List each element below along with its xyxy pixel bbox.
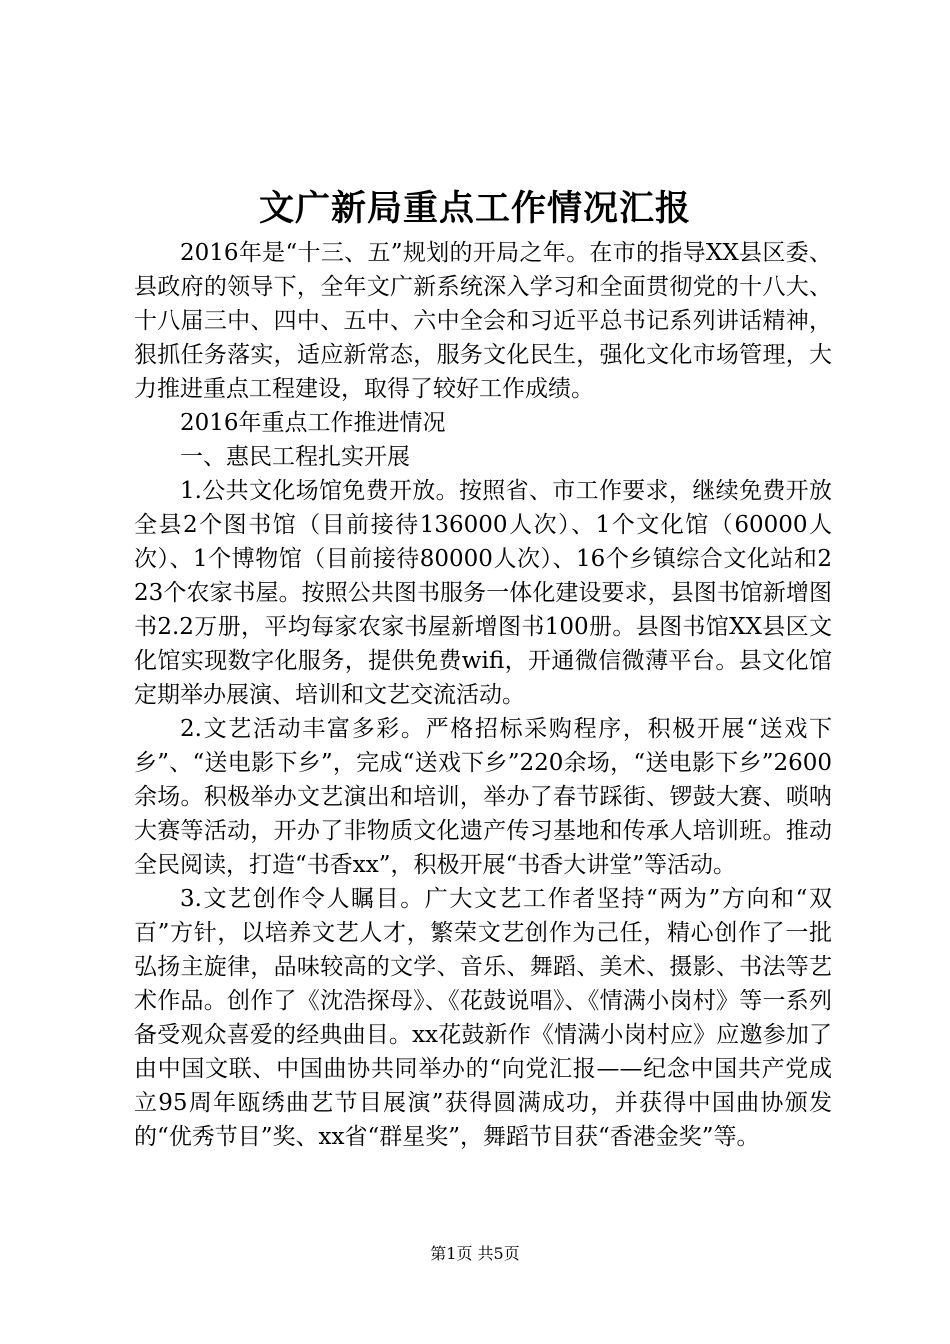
subsection-heading: 一、惠民工程扎实开展: [180, 444, 410, 470]
page-footer: 第1页 共5页: [430, 1244, 520, 1263]
document-body: [134, 236, 832, 1154]
item-paragraph-2: 2.文艺活动丰富多彩。严格招标采购程序，积极开展“送戏下乡”、“送电影下乡”，完成“送戏下乡”220余场，“送电影下乡”2600余场。积极举办文艺演出和培训，举办了春节踩街、锣鼓大赛、唢呐大赛等活动，开办了非物质文化遗产传习基地和传承人培训班。推动全民阅读，打造“书香xx”，积极开展“书香大讲堂”等活动。: [134, 716, 832, 878]
item-paragraph-3: 3.文艺创作令人瞩目。广大文艺工作者坚持“两为”方向和“双百”方针，以培养文艺人才，繁荣文艺创作为己任，精心创作了一批弘扬主旋律，品味较高的文学、音乐、舞蹈、美术、摄影、书法等艺术作品。创作了《沈浩探母》、《花鼓说唱》、《情满小岗村》等一系列备受观众喜爱的经典曲目。xx花鼓新作《情满小岗村应》应邀参加了由中国文联、中国曲协共同举办的“向党汇报——纪念中国共产党成立95周年瓯绣曲艺节目展演”获得圆满成功，并获得中国曲协颁发的“优秀节目”奖、xx省“群星奖”，舞蹈节目获“香港金奖”等。: [134, 886, 832, 1150]
item-paragraph-1: 1.公共文化场馆免费开放。按照省、市工作要求，继续免费开放全县2个图书馆（目前接待136000人次）、1个文化馆（60000人次）、1个博物馆（目前接待80000人次）、16个乡镇综合文化站和223个农家书屋。按照公共图书服务一体化建设要求，县图书馆新增图书2.2万册，平均每家农家书屋新增图书100册。县图书馆XX县区文化馆实现数字化服务，提供免费wifi，开通微信微薄平台。县文化馆定期举办展演、培训和文艺交流活动。: [134, 478, 832, 708]
document-title: 文广新局重点工作情况汇报: [258, 188, 691, 229]
section-heading: 2016年重点工作推进情况: [180, 410, 446, 436]
intro-paragraph: 2016年是“十三、五”规划的开局之年。在市的指导XX县区委、县政府的领导下，全年文广新系统深入学习和全面贯彻党的十八大、十八届三中、四中、五中、六中全会和习近平总书记系列讲话精神，狠抓任务落实，适应新常态，服务文化民生，强化文化市场管理，大力推进重点工程建设，取得了较好工作成绩。: [134, 240, 832, 402]
